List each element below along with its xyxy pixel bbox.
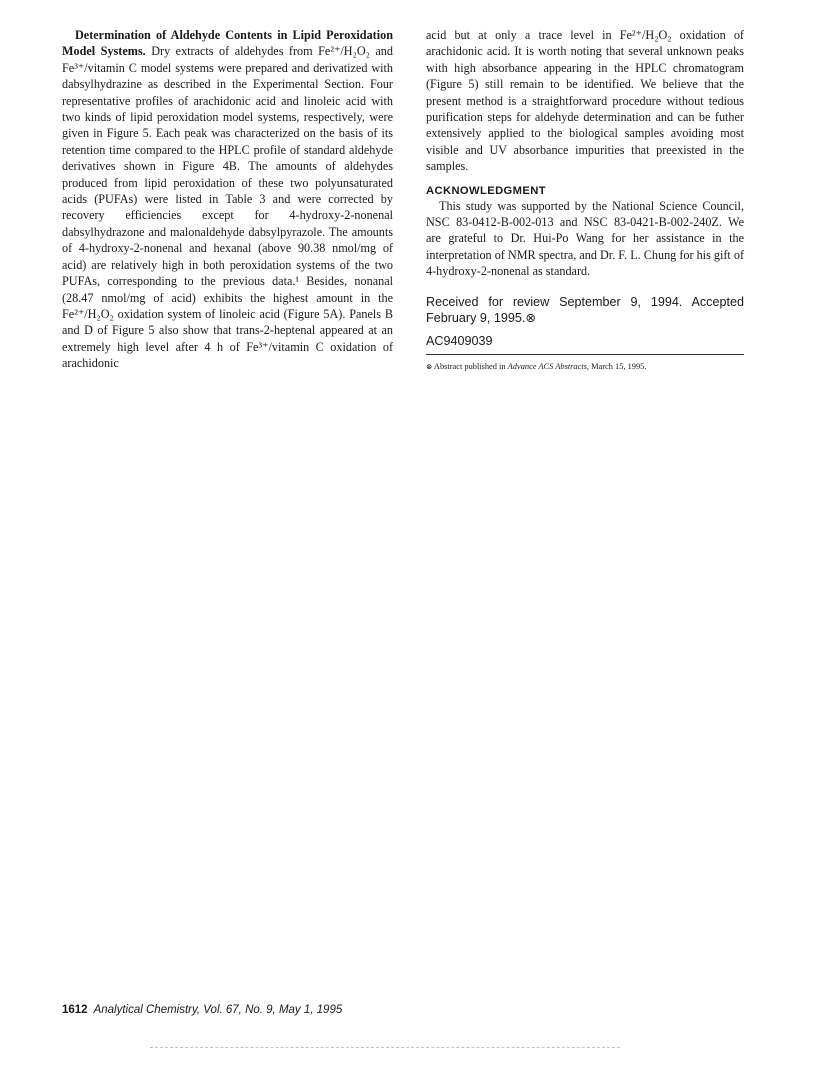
footnote-text: Abstract published in: [432, 361, 508, 371]
scan-edge-line: [150, 1047, 620, 1048]
footnote-mark: ⊗: [426, 361, 433, 371]
journal-citation: Analytical Chemistry, Vol. 67, No. 9, May 1, 1995: [93, 1004, 343, 1016]
acknowledgment-body: This study was supported by the National Science Council, NSC 83-0412-B-002-013 and NSC 83-0421-B-002-240Z. We are grateful to Dr. Hui-Po Wang for her assistance in the interpretation of NMR spectra, and Dr. F. L. Chung for his gift of 4-hydroxy-2-nonenal as standard.: [426, 198, 744, 279]
received-note: Received for review September 9, 1994. Accepted February 9, 1995.⊗: [426, 294, 744, 325]
left-column: [62, 27, 393, 372]
results-paragraph: [62, 27, 393, 372]
footnote-source: Advance ACS Abstracts,: [507, 361, 590, 371]
continuation-paragraph: acid but at only a trace level in Fe²⁺/H₂O₂ oxidation of arachidonic acid. It is worth noting that several unknown peaks with high absorbance appearing in the HPLC chromatogram (Figure 5) still remain to be identified. We believe that the present method is a straightforward procedure without tedious purification steps for aldehyde determination and can be futher extensively applied to the biological samples avoiding most visible and UV absorbance impurities that preexisted in the samples.: [426, 28, 744, 174]
page-footer: [62, 1004, 342, 1016]
page-number: 1612: [62, 1004, 88, 1016]
footnote-rule: [426, 354, 744, 355]
footnote: [426, 361, 744, 372]
footnote-date: March 15, 1995.: [589, 361, 647, 371]
manuscript-code: AC9409039: [426, 333, 493, 348]
acknowledgment-heading: ACKNOWLEDGMENT: [426, 184, 546, 197]
results-body: Dry extracts of aldehydes from Fe²⁺/H₂O₂ and Fe³⁺/vitamin C model systems were prepared and derivatized with dabsylhydrazine as described in the Experimental Section. Four representative profiles of arachidonic acid and linoleic acid with two kinds of lipid peroxidation model systems, respectively, were given in Figure 5. Each peak was characterized on the basis of its retention time compared to the HPLC profile of standard aldehyde derivatives shown in Figure 4B. The amounts of aldehydes produced from lipid peroxidation of these two polyunsaturated acids (PUFAs) were listed in Table 3 and were corrected by recovery efficiencies except for 4-hydroxy-2-nonenal dabsylhydrazone and malonaldehyde dabsylpyrazole. The amounts of 4-hydroxy-2-nonenal and hexanal (above 90.38 nmol/mg of acid) are relatively high in both peroxidation systems of the two PUFAs, corresponding to the previous data.¹ Besides, nonanal (28.47 nmol/mg of acid) exhibits the highest amount in the Fe²⁺/H₂O₂ oxidation system of linoleic acid (Figure 5A). Panels B and D of Figure 5 also show that trans-2-heptenal appeared at an extremely high level after 4 h of Fe³⁺/vitamin C oxidation of arachidonic: [62, 44, 393, 371]
right-column: [426, 27, 744, 372]
section-heading: Determination of Aldehyde Contents in Lipid Peroxidation Model Systems.: [62, 28, 393, 59]
